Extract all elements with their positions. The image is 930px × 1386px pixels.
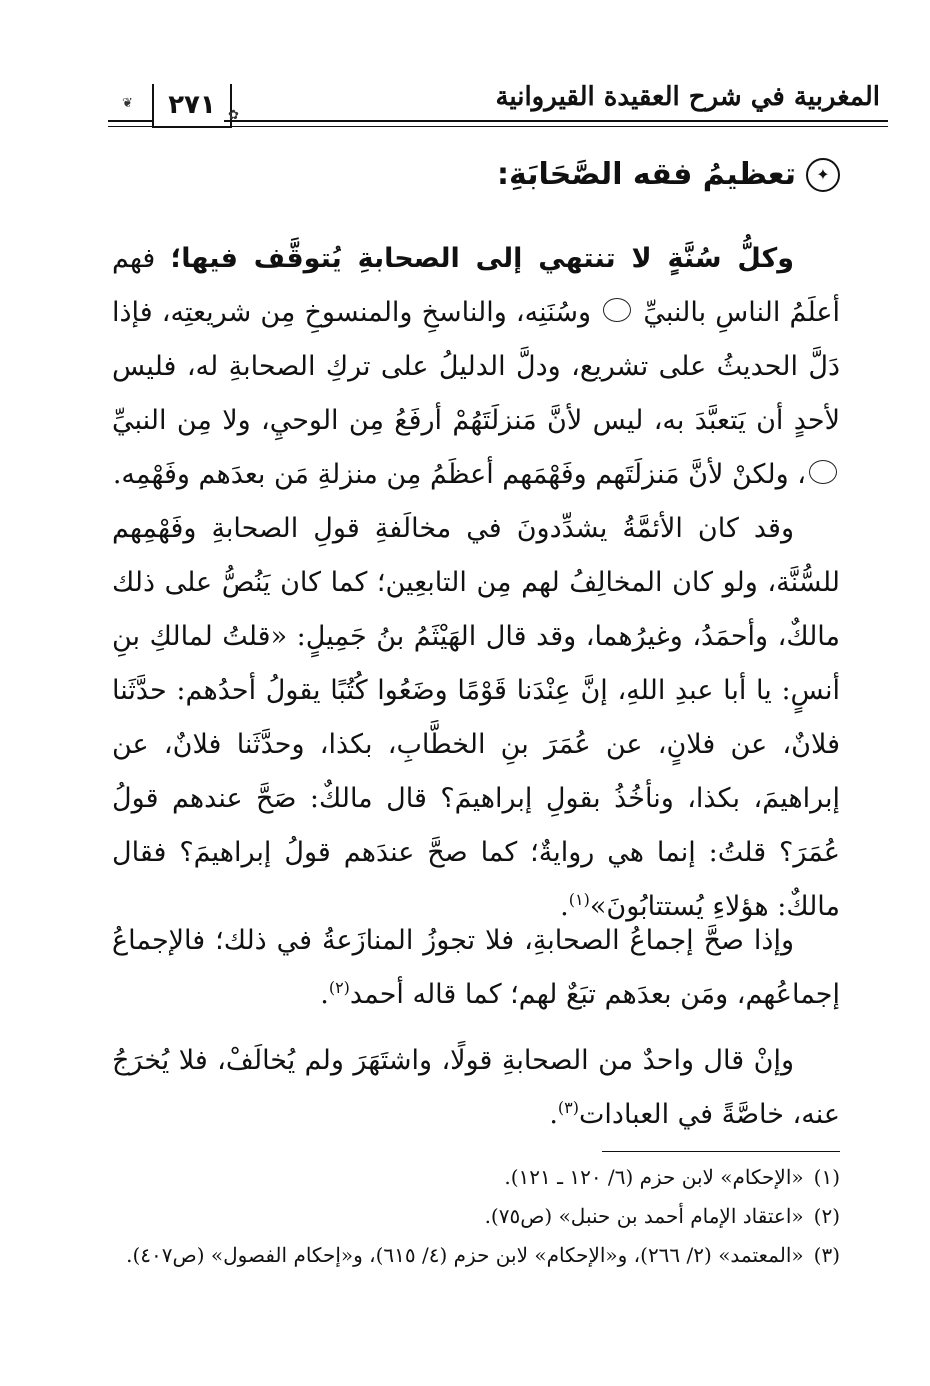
- footnote-3: [96, 1236, 840, 1275]
- paragraph-2-end: .: [560, 891, 569, 922]
- footnote-text: «الإحكام» لابن حزم (٦/ ١٢٠ ـ ١٢١).: [504, 1165, 804, 1189]
- footnotes: [96, 1158, 840, 1275]
- footnote-ref-1[interactable]: (١): [568, 890, 590, 909]
- page-number: ٢٧١: [168, 90, 216, 120]
- salutation-seal-icon: [603, 298, 631, 322]
- paragraph-1-bold: وكلُّ سُنَّةٍ لا تنتهي إلى الصحابةِ يُتوقَّف فيها؛: [170, 243, 794, 274]
- paragraph-2-text: وقد كان الأئمَّةُ يشدِّدونَ في مخالَفةِ قولِ الصحابةِ وفَهْمِهم للسُّنَّة، ولو كان المخالِفُ لهم مِن التابعِين؛ كما كان يَنُصُّ على ذلك مالكٌ، وأحمَدُ، وغيرُهما، وقد قال الهَيْثَمُ بنُ جَمِيلٍ: «قلتُ لمالكِ بنِ أنسٍ: يا أبا عبدِ اللهِ، إنَّ عِنْدَنا قَوْمًا وضَعُوا كُتُبًا يقولُ أحدُهم: حدَّثَنا فلانٌ، عن فلانٍ، عن عُمَرَ بنِ الخطَّابِ، بكذا، وحدَّثَنا فلانٌ، عن إبراهيمَ، بكذا، ونأخُذُ بقولِ إبراهيمَ؟ قال مالكٌ: صَحَّ عندهم قولُ عُمَرَ؟ قلتُ: إنما هي روايةٌ؛ كما صحَّ عندَهم قولُ إبراهيمَ؟ فقال مالكٌ: هؤلاءِ يُستتابُونَ»: [112, 513, 840, 922]
- footnote-1: [96, 1158, 840, 1197]
- paragraph-1-text-a: فهم أعلَمُ الناسِ بالنبيِّ: [112, 243, 840, 328]
- paragraph-1-text-c: ، ولكنْ لأنَّ مَنزلَتَهم وفَهْمَهم أعظَمُ مِن منزلةِ مَن بعدَهم وفَهْمِه.: [112, 459, 806, 490]
- footnote-separator: [602, 1151, 840, 1152]
- seal-icon: ✦: [806, 158, 840, 192]
- header-rule: [224, 120, 888, 127]
- paragraph-4-end: .: [549, 1099, 558, 1130]
- section-heading-text: تعظيمُ فقه الصَّحَابَةِ:: [497, 157, 796, 192]
- footnote-text: «اعتقاد الإمام أحمد بن حنبل» (ص٧٥).: [484, 1204, 804, 1228]
- section-heading: [497, 157, 840, 192]
- book-title: المغربية في شرح العقيدة القيروانية: [495, 82, 880, 112]
- paragraph-2: [112, 502, 840, 934]
- paragraph-3-text: وإذا صحَّ إجماعُ الصحابةِ، فلا تجوزُ المنازَعةُ في ذلك؛ فالإجماعُ إجماعُهم، ومَن بعدَهم تبَعٌ لهم؛ كما قاله أحمد: [112, 925, 840, 1010]
- ornament-icon: ❦: [122, 96, 133, 111]
- paragraph-1: [112, 232, 840, 502]
- footnote-number: (٣): [813, 1243, 840, 1267]
- footnote-ref-3[interactable]: (٣): [557, 1098, 579, 1117]
- paragraph-4-text: وإنْ قال واحدٌ من الصحابةِ قولًا، واشتَهَرَ ولم يُخالَفْ، فلا يُخرَجُ عنه، خاصَّةً في العبادات: [112, 1045, 840, 1130]
- page-number-frame: [152, 84, 232, 128]
- paragraph-1-text-b: وسُنَنِه، والناسخِ والمنسوخِ مِن شريعتِه، فإذا دَلَّ الحديثُ على تشريع، ودلَّ الدليلُ على تركِ الصحابةِ له، فليس لأحدٍ أن يَتعبَّدَ به، ليس لأنَّ مَنزلَتَهُمْ أرفَعُ مِن الوحيِ، ولا مِن النبيِّ: [112, 297, 840, 436]
- footnote-number: (٢): [813, 1204, 840, 1228]
- footnote-ref-2[interactable]: (٢): [328, 978, 350, 997]
- header-rule-left: [108, 120, 154, 127]
- paragraph-3-end: .: [320, 979, 329, 1010]
- paragraph-3: [112, 914, 840, 1022]
- paragraph-4: [112, 1034, 840, 1142]
- ornament-icon: ✿: [228, 108, 239, 123]
- salutation-seal-icon: [809, 460, 837, 484]
- footnote-2: [96, 1197, 840, 1236]
- footnote-number: (١): [813, 1165, 840, 1189]
- footnote-text: «المعتمد» (٢/ ٢٦٦)، و«الإحكام» لابن حزم (٤/ ٦١٥)، و«إحكام الفصول» (ص٤٠٧).: [126, 1243, 804, 1267]
- page-header: [108, 82, 888, 132]
